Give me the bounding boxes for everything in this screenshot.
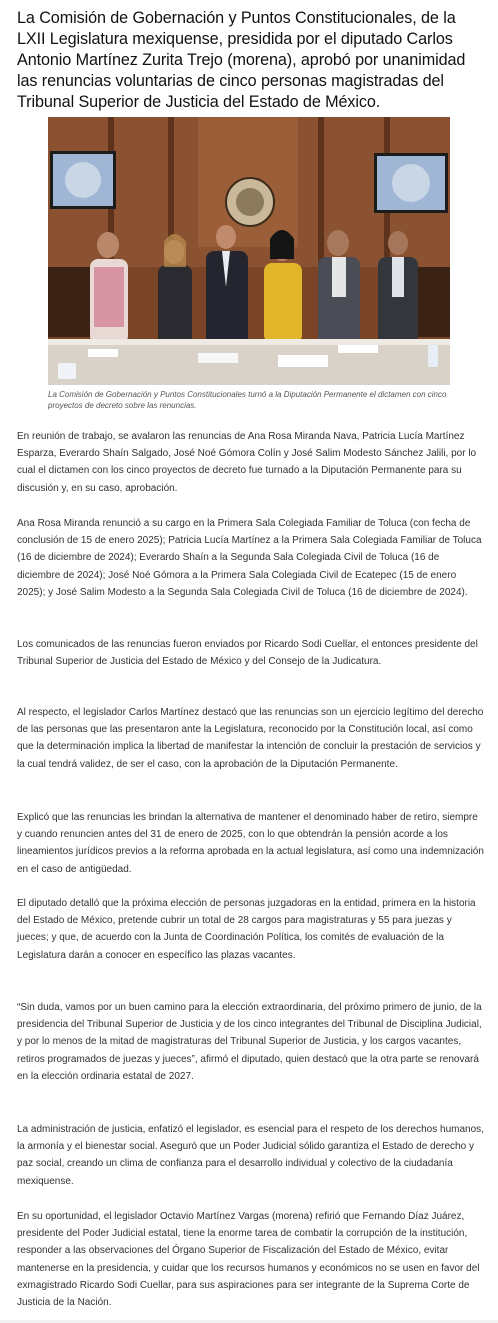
article-paragraph: Los comunicados de las renuncias fueron enviados por Ricardo Sodi Cuellar, el entonces presidente del Tribunal Superior de Justicia del Estado de México y del Consejo de la Judicatura.: [17, 639, 478, 668]
photo-illustration: [48, 117, 450, 385]
article-photo: [48, 117, 450, 385]
article-paragraph: “Sin duda, vamos por un buen camino para la elección extraordinaria, del próximo primero de junio, de la presidencia del Tribunal Superior de Justicia y de los cinco integrantes del Tribunal de Disciplina Judicial, y por lo menos de la mitad de magistraturas del Tribunal Superior de Justicia, y los cargos vacantes, retiros programados de juezas y jueces”, afirmó el diputado, quien destacó que la otra parte se renovará en la elección ordinaria estatal de 2027.: [17, 1002, 482, 1082]
article-paragraph: Al respecto, el legislador Carlos Martínez destacó que las renuncias son un ejercicio legítimo del derecho de las personas que las presentaron ante la Legislatura, reconocido por la Constitución local, así como que la determinación implica la libertad de manifestar la intención de concluir la prestación de servicios y la cual tendrá validez, de ser el caso, con la aprobación de la Diputación Permanente.: [17, 707, 484, 770]
article-paragraph: La administración de justicia, enfatizó el legislador, es esencial para el respeto de los derechos humanos, la armonía y el bienestar social. Aseguró que un Poder Judicial sólido garantiza el Estado de derecho y paz social, creando un clima de confianza para el desarrollo individual y colectivo de la ciudadanía mexiquense.: [17, 1124, 484, 1187]
article-paragraph: El diputado detalló que la próxima elección de personas juzgadoras en la entidad, primera en la historia del Estado de México, pretende cubrir un total de 28 cargos para magistraturas y 55 para juezas y jueces; y que, de acuerdo con la Junta de Coordinación Política, los comités de evaluación de la Legislatura darán a conocer en específico las plazas vacantes.: [17, 898, 476, 961]
article-paragraph: Ana Rosa Miranda renunció a su cargo en la Primera Sala Colegiada Familiar de Toluca (con fecha de conclusión de 15 de enero 2025); Patricia Lucía Martínez a la Primera Sala Colegiada Familiar de Toluca (16 de diciembre de 2024); Everardo Shaín a la Segunda Sala Colegiada Civil de Toluca (16 de diciembre de 2024); José Noé Gómora a la Primera Sala Colegiada Civil de Ecatepec (15 de enero 2025); y José Salim Modesto a la Segunda Sala Colegiada Civil de Toluca (16 de diciembre de 2024).: [17, 518, 482, 598]
article-paragraph: En reunión de trabajo, se avalaron las renuncias de Ana Rosa Miranda Nava, Patricia Lucía Martínez Esparza, Everardo Shaín Salgado, José Noé Gómora Colín y José Salim Modesto Sánchez Jalili, por lo cual el dictamen con los cinco proyectos de decreto fue turnado a la Diputación Permanente para su discusión y, en su caso, aprobación.: [17, 431, 477, 494]
article-paragraph: Explicó que las renuncias les brindan la alternativa de mantener el denominado haber de retiro, siempre y cuando renuncien antes del 31 de enero de 2025, con lo que obtendrán la pensión acorde a los lineamientos jurídicos previos a la reforma aprobada en la actual legislatura, así como una indemnización en el caso de antigüedad.: [17, 812, 484, 875]
article-headline: La Comisión de Gobernación y Puntos Constitucionales, de la LXII Legislatura mexiquense, presidida por el diputado Carlos Antonio Martínez Zurita Trejo (morena), aprobó por unanimidad las renuncias voluntarias de cinco personas magistradas del Tribunal Superior de Justicia del Estado de México.: [17, 9, 466, 111]
photo-caption: La Comisión de Gobernación y Puntos Constitucionales turnó a la Diputación Permanente el dictamen con cinco proyectos de decreto sobre las renuncias.: [48, 390, 447, 410]
article-paragraph: En su oportunidad, el legislador Octavio Martínez Vargas (morena) refirió que Fernando Díaz Juárez, presidente del Poder Judicial estatal, tiene la enorme tarea de combatir la corrupción de la institución, responder a las observaciones del Órgano Superior de Fiscalización del Estado de México, evitar mantenerse en la presidencia, y cuidar que los recursos humanos y económicos no se usen en favor del exmagistrado Ricardo Sodi Cuellar, para sus aspiraciones para ser integrante de la Suprema Corte de Justicia de la Nación.: [17, 1211, 480, 1309]
